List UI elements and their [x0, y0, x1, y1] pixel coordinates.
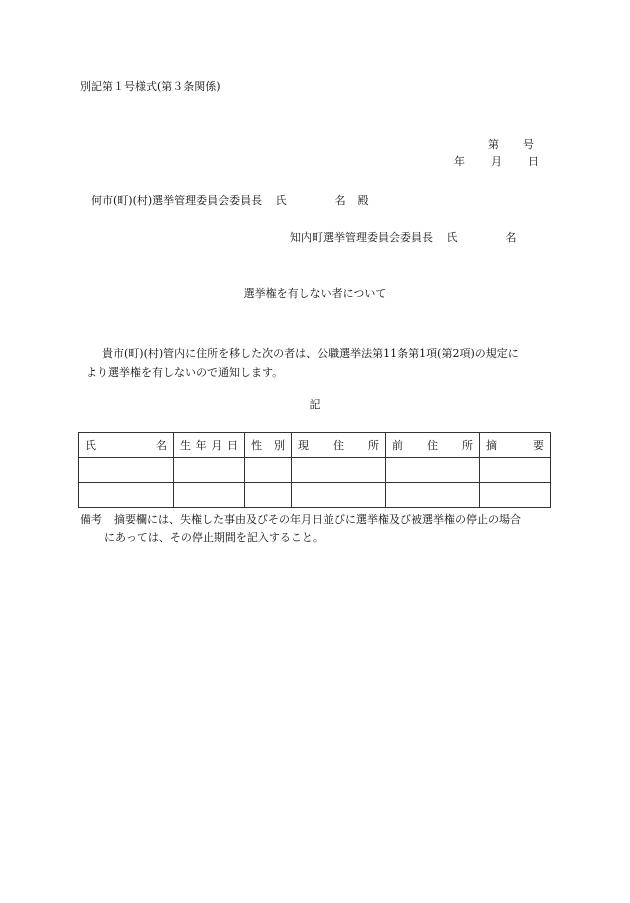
table-cell[interactable]: [386, 483, 480, 508]
date-line: [454, 155, 539, 169]
sender-name-first: 氏: [446, 231, 458, 244]
body-paragraph: [80, 344, 560, 382]
table-cell[interactable]: [292, 483, 386, 508]
table-cell[interactable]: [174, 458, 245, 483]
sender-title: 知内町選挙管理委員会委員長: [290, 231, 433, 244]
table-cell[interactable]: [480, 458, 551, 483]
table-row: [79, 458, 551, 483]
table-cell[interactable]: [79, 458, 174, 483]
sender-name-last: 名: [505, 231, 517, 244]
table-cell[interactable]: [480, 483, 551, 508]
header-previous-address: 前 住 所: [386, 433, 480, 458]
subject-title: 選挙権を有しない者について: [243, 287, 387, 300]
body-line-2: より選挙権を有しないので通知します。: [86, 366, 284, 379]
sender: [290, 231, 517, 245]
body-line-1: 貴市(町)(村)管内に住所を移した次の者は、公職選挙法第11条第1項(第2項)の規定に: [102, 347, 519, 360]
addressee-name-first: 氏: [275, 194, 287, 207]
records-table: [78, 432, 551, 508]
header-birthdate: 生 年 月 日: [174, 433, 245, 458]
addressee-title: 何市(町)(村)選挙管理委員会委員長: [91, 194, 263, 207]
table-cell[interactable]: [79, 483, 174, 508]
date-day: 日: [528, 155, 539, 168]
header-name: 氏 名: [79, 433, 174, 458]
date-year: 年: [454, 155, 465, 168]
remarks-text-1: 摘要欄には、失権した事由及びその年月日並びに選挙権及び被選挙権の停止の場合: [114, 513, 521, 526]
header-gender: 性 別: [245, 433, 292, 458]
addressee-name-last: 名: [334, 194, 346, 207]
addressee-honorific: 殿: [357, 194, 369, 207]
remarks-line-2: にあっては、その停止期間を記入すること。: [104, 531, 324, 544]
date-month: 月: [491, 155, 502, 168]
header-current-address: 現 住 所: [292, 433, 386, 458]
number-prefix: 第: [488, 138, 499, 151]
table-cell[interactable]: [292, 458, 386, 483]
form-label: 別記第１号様式(第３条関係): [80, 80, 221, 93]
table-header-row: [79, 433, 551, 458]
remarks-line-1: [80, 513, 521, 527]
table-row: [79, 483, 551, 508]
ki-heading: 記: [309, 398, 321, 411]
remarks-label: 備考: [80, 513, 102, 526]
header-remarks: 摘 要: [480, 433, 551, 458]
number-suffix: 号: [523, 138, 534, 151]
table-cell[interactable]: [245, 458, 292, 483]
table-cell[interactable]: [386, 458, 480, 483]
table-cell[interactable]: [245, 483, 292, 508]
addressee: [91, 194, 369, 208]
document-number-line: [488, 138, 534, 152]
table-cell[interactable]: [174, 483, 245, 508]
